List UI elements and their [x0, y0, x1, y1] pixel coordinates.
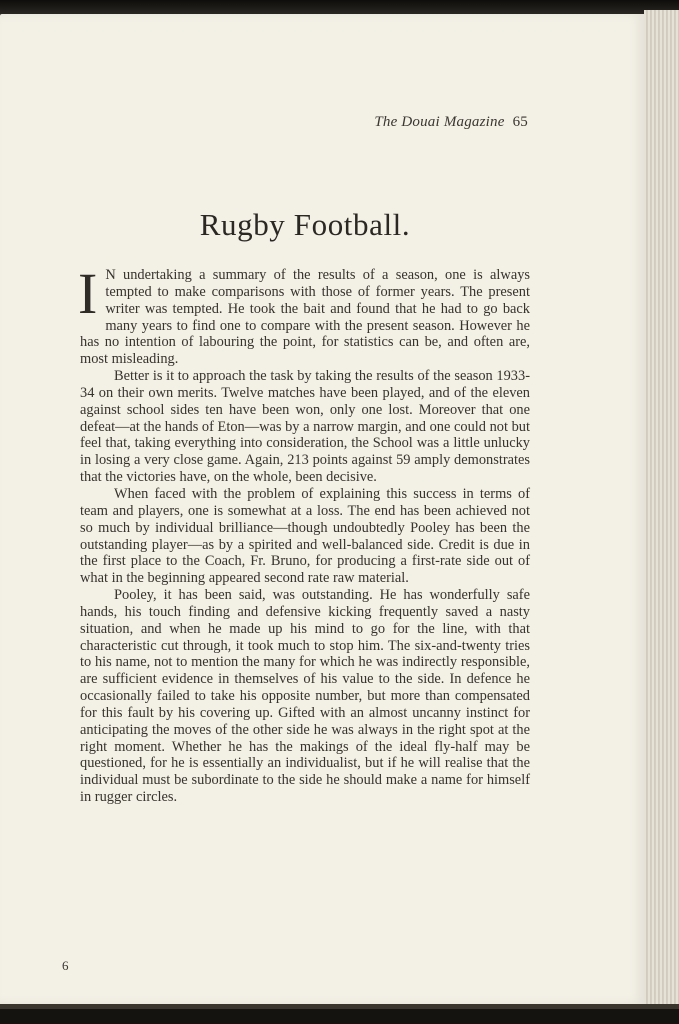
article-title: Rugby Football.	[199, 207, 411, 242]
paragraph-3: When faced with the problem of explaining this success in terms of team and players, one is somewhat at a loss. The end has been achieved not so much by individual brilliance—though undoubtedly Pooley has been the outstanding player—as by a spirited and well-balanced side. Credit is due in the first place to the Coach, Fr. Bruno, for producing a first-rate side out of what in the beginning appeared second rate raw material.	[80, 485, 530, 587]
magazine-title: The Douai Magazine	[374, 114, 505, 130]
paragraph-2: Better is it to approach the task by taking the results of the season 1933-34 on their own merits. Twelve matches have been played, and of the eleven against school sides ten have been won, only one lost. Moreover that one defeat—at the hands of Eton—was by a narrow margin, and one could not but feel that, taking everything into consideration, the School was a little unlucky in losing a very close game. Again, 213 points against 59 amply demonstrates that the victories have, on the whole, been decisive.	[80, 368, 530, 486]
drop-cap: I	[78, 261, 98, 326]
magazine-page	[0, 14, 644, 1004]
signature-mark: 6	[62, 958, 69, 973]
paragraph-1-text: N undertaking a summary of the results of a season, one is always tempted to make comparisons with those of former years. The present writer was tempted. He took the bait and found that he had to go back many years to find one to compare with the present season. However he has no intention of labouring the point, for statistics can be, and often are, most misleading.	[80, 267, 530, 368]
book-top-shadow	[0, 0, 679, 14]
book-bottom-edge	[0, 1004, 679, 1024]
article-body	[78, 261, 530, 806]
paragraph-1	[78, 261, 530, 368]
paragraph-4: Pooley, it has been said, was outstanding. He has wonderfully safe hands, his touch finding and defensive kicking frequently saved a nasty situation, and when he made up his mind to go for the line, with that characteristic cut through, it took much to stop him. The six-and-twenty tries to his name, not to mention the many for which he was indirectly responsible, are sufficient evidence in themselves of his value to the side. In defence he occasionally failed to take his opposite number, but more than compensated for this fault by his covering up. Gifted with an almost uncanny instinct for anticipating the moves of the other side he was always in the right spot at the right moment. Whether he has the makings of the ideal fly-half may be questioned, for he is essentially an individualist, but if he will realise that the individual must be subordinate to the side he should make a name for himself in rugger circles.	[80, 587, 530, 806]
running-header	[330, 114, 528, 131]
page-number: 65	[512, 114, 528, 130]
page-edges	[644, 10, 679, 1006]
